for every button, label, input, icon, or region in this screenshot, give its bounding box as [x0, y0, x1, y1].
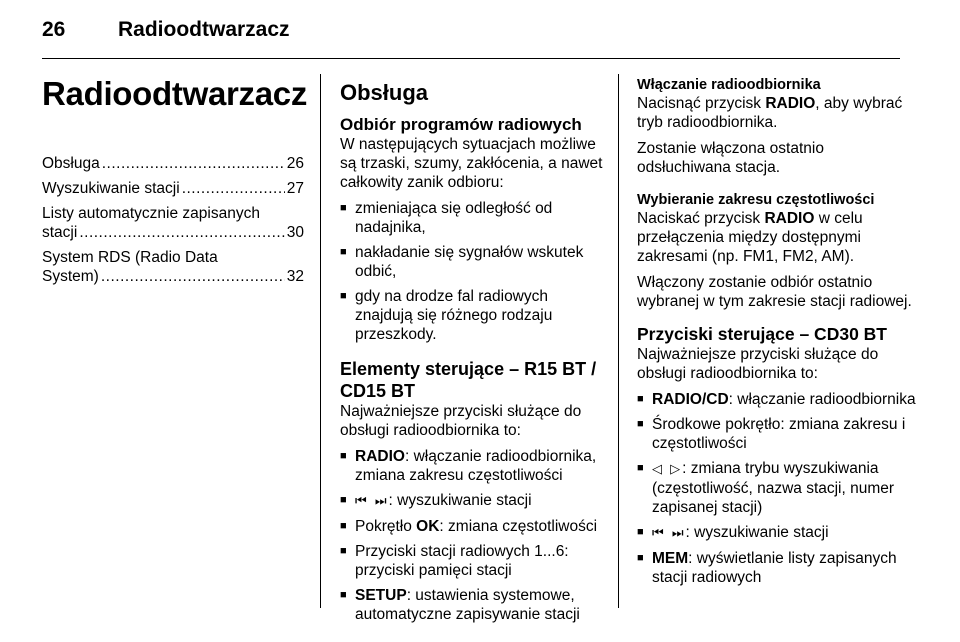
- reception-list: [340, 199, 608, 344]
- toc-label: stacji: [42, 224, 78, 241]
- toc-label-line1: System RDS (Radio Data: [42, 249, 218, 266]
- subsection-title-controls-cd30: Przyciski sterujące – CD30 BT: [637, 324, 887, 344]
- toc-entry-listy[interactable]: [42, 204, 304, 242]
- header-rule: [42, 58, 900, 59]
- toc-page: 26: [286, 155, 304, 172]
- list-item: ■ SETUP: ustawienia systemowe, automatyczne zapisywanie stacji: [340, 586, 608, 624]
- cd30-list: [637, 390, 917, 587]
- toc-entry-wyszukiwanie[interactable]: [42, 179, 304, 198]
- page-header: [42, 18, 922, 48]
- toc-label: Wyszukiwanie stacji: [42, 180, 180, 197]
- key-label: SETUP: [355, 587, 407, 604]
- key-label: MEM: [652, 550, 689, 567]
- list-item: ■ Środkowe pokrętło: zmiana zakresu i częstotliwości: [637, 415, 917, 453]
- list-item: ■ ◁ ▷: zmiana trybu wyszukiwania (częstotliwość, nazwa stacji, numer zapisanej stacji): [637, 459, 917, 517]
- column-divider-1: [320, 74, 321, 608]
- list-item: ■ nakładanie się sygnałów wskutek odbić,: [340, 243, 608, 281]
- subsection-title-controls-r15: Elementy sterujące – R15 BT / CD15 BT: [340, 359, 597, 401]
- toc-page: 27: [286, 180, 304, 197]
- chapter-title: Radioodtwarzacz: [42, 75, 308, 112]
- list-item: ■ ⏮ ⏭: wyszukiwanie stacji: [340, 491, 608, 511]
- list-item: ■ Przyciski stacji radiowych 1...6: przyciski pamięci stacji: [340, 542, 608, 580]
- list-item: ■ RADIO/CD: włączanie radioodbiornika: [637, 390, 917, 409]
- subsection-title-reception: Odbiór programów radiowych: [340, 115, 582, 134]
- band-p1: Naciskać przycisk RADIO w celu przełączenia między dostępnymi zakresami (np. FM1, FM2, AM).: [637, 210, 863, 265]
- arrow-left-right-icon: ◁ ▷: [652, 462, 683, 477]
- list-item: ■ RADIO: włączanie radioodbiornika, zmiana zakresu częstotliwości: [340, 447, 608, 485]
- key-label: RADIO/CD: [652, 391, 729, 408]
- list-item: ■ gdy na drodze fal radiowych znajdują się różnego rodzaju przeszkody.: [340, 287, 608, 344]
- toc-page: 32: [286, 268, 304, 285]
- column-divider-2: [618, 74, 619, 608]
- list-item: ■ Pokrętło OK: zmiana częstotliwości: [340, 517, 608, 536]
- controls-intro: Najważniejsze przyciski służące do obsługi radioodbiornika to:: [340, 403, 582, 439]
- toc-entry-rds[interactable]: [42, 248, 304, 286]
- page-number: 26: [42, 18, 66, 41]
- toc-page: 30: [286, 224, 304, 241]
- list-item: ■ MEM: wyświetlanie listy zapisanych stacji radiowych: [637, 549, 917, 587]
- switch-on-p1: Nacisnąć przycisk RADIO, aby wybrać tryb radioodbiornika.: [637, 95, 903, 131]
- key-label: OK: [416, 518, 440, 535]
- toc-label: Obsługa: [42, 155, 100, 172]
- content-column-3: [637, 66, 917, 593]
- switch-on-p2: Zostanie włączona ostatnio odsłuchiwana stacja.: [637, 140, 824, 176]
- seek-icon: ⏮ ⏭: [355, 494, 389, 509]
- toc-column: [42, 66, 308, 292]
- running-title: Radioodtwarzacz: [118, 18, 290, 41]
- section-title: Obsługa: [340, 80, 429, 105]
- toc-label-line1: Listy automatycznie zapisanych: [42, 205, 260, 222]
- heading-band-select: Wybieranie zakresu częstotliwości: [637, 192, 875, 208]
- heading-switch-on: Włączanie radioodbiornika: [637, 77, 821, 93]
- toc-label: System): [42, 268, 99, 285]
- cd30-intro: Najważniejsze przyciski służące do obsługi radioodbiornika to:: [637, 346, 879, 382]
- list-item: ■ zmieniająca się odległość od nadajnika,: [340, 199, 608, 237]
- reception-intro: W następujących sytuacjach możliwe są trzaski, szumy, zakłócenia, a nawet całkowity zanik odbioru:: [340, 136, 603, 191]
- seek-icon: ⏮ ⏭: [652, 526, 686, 541]
- key-label: RADIO: [355, 448, 405, 465]
- band-p2: Włączony zostanie odbiór ostatnio wybranej w tym zakresie stacji radiowej.: [637, 274, 912, 310]
- list-item: ■ ⏮ ⏭: wyszukiwanie stacji: [637, 523, 917, 543]
- content-column-2: [340, 66, 608, 630]
- toc-entry-obsluga[interactable]: [42, 154, 304, 173]
- controls-list: [340, 447, 608, 624]
